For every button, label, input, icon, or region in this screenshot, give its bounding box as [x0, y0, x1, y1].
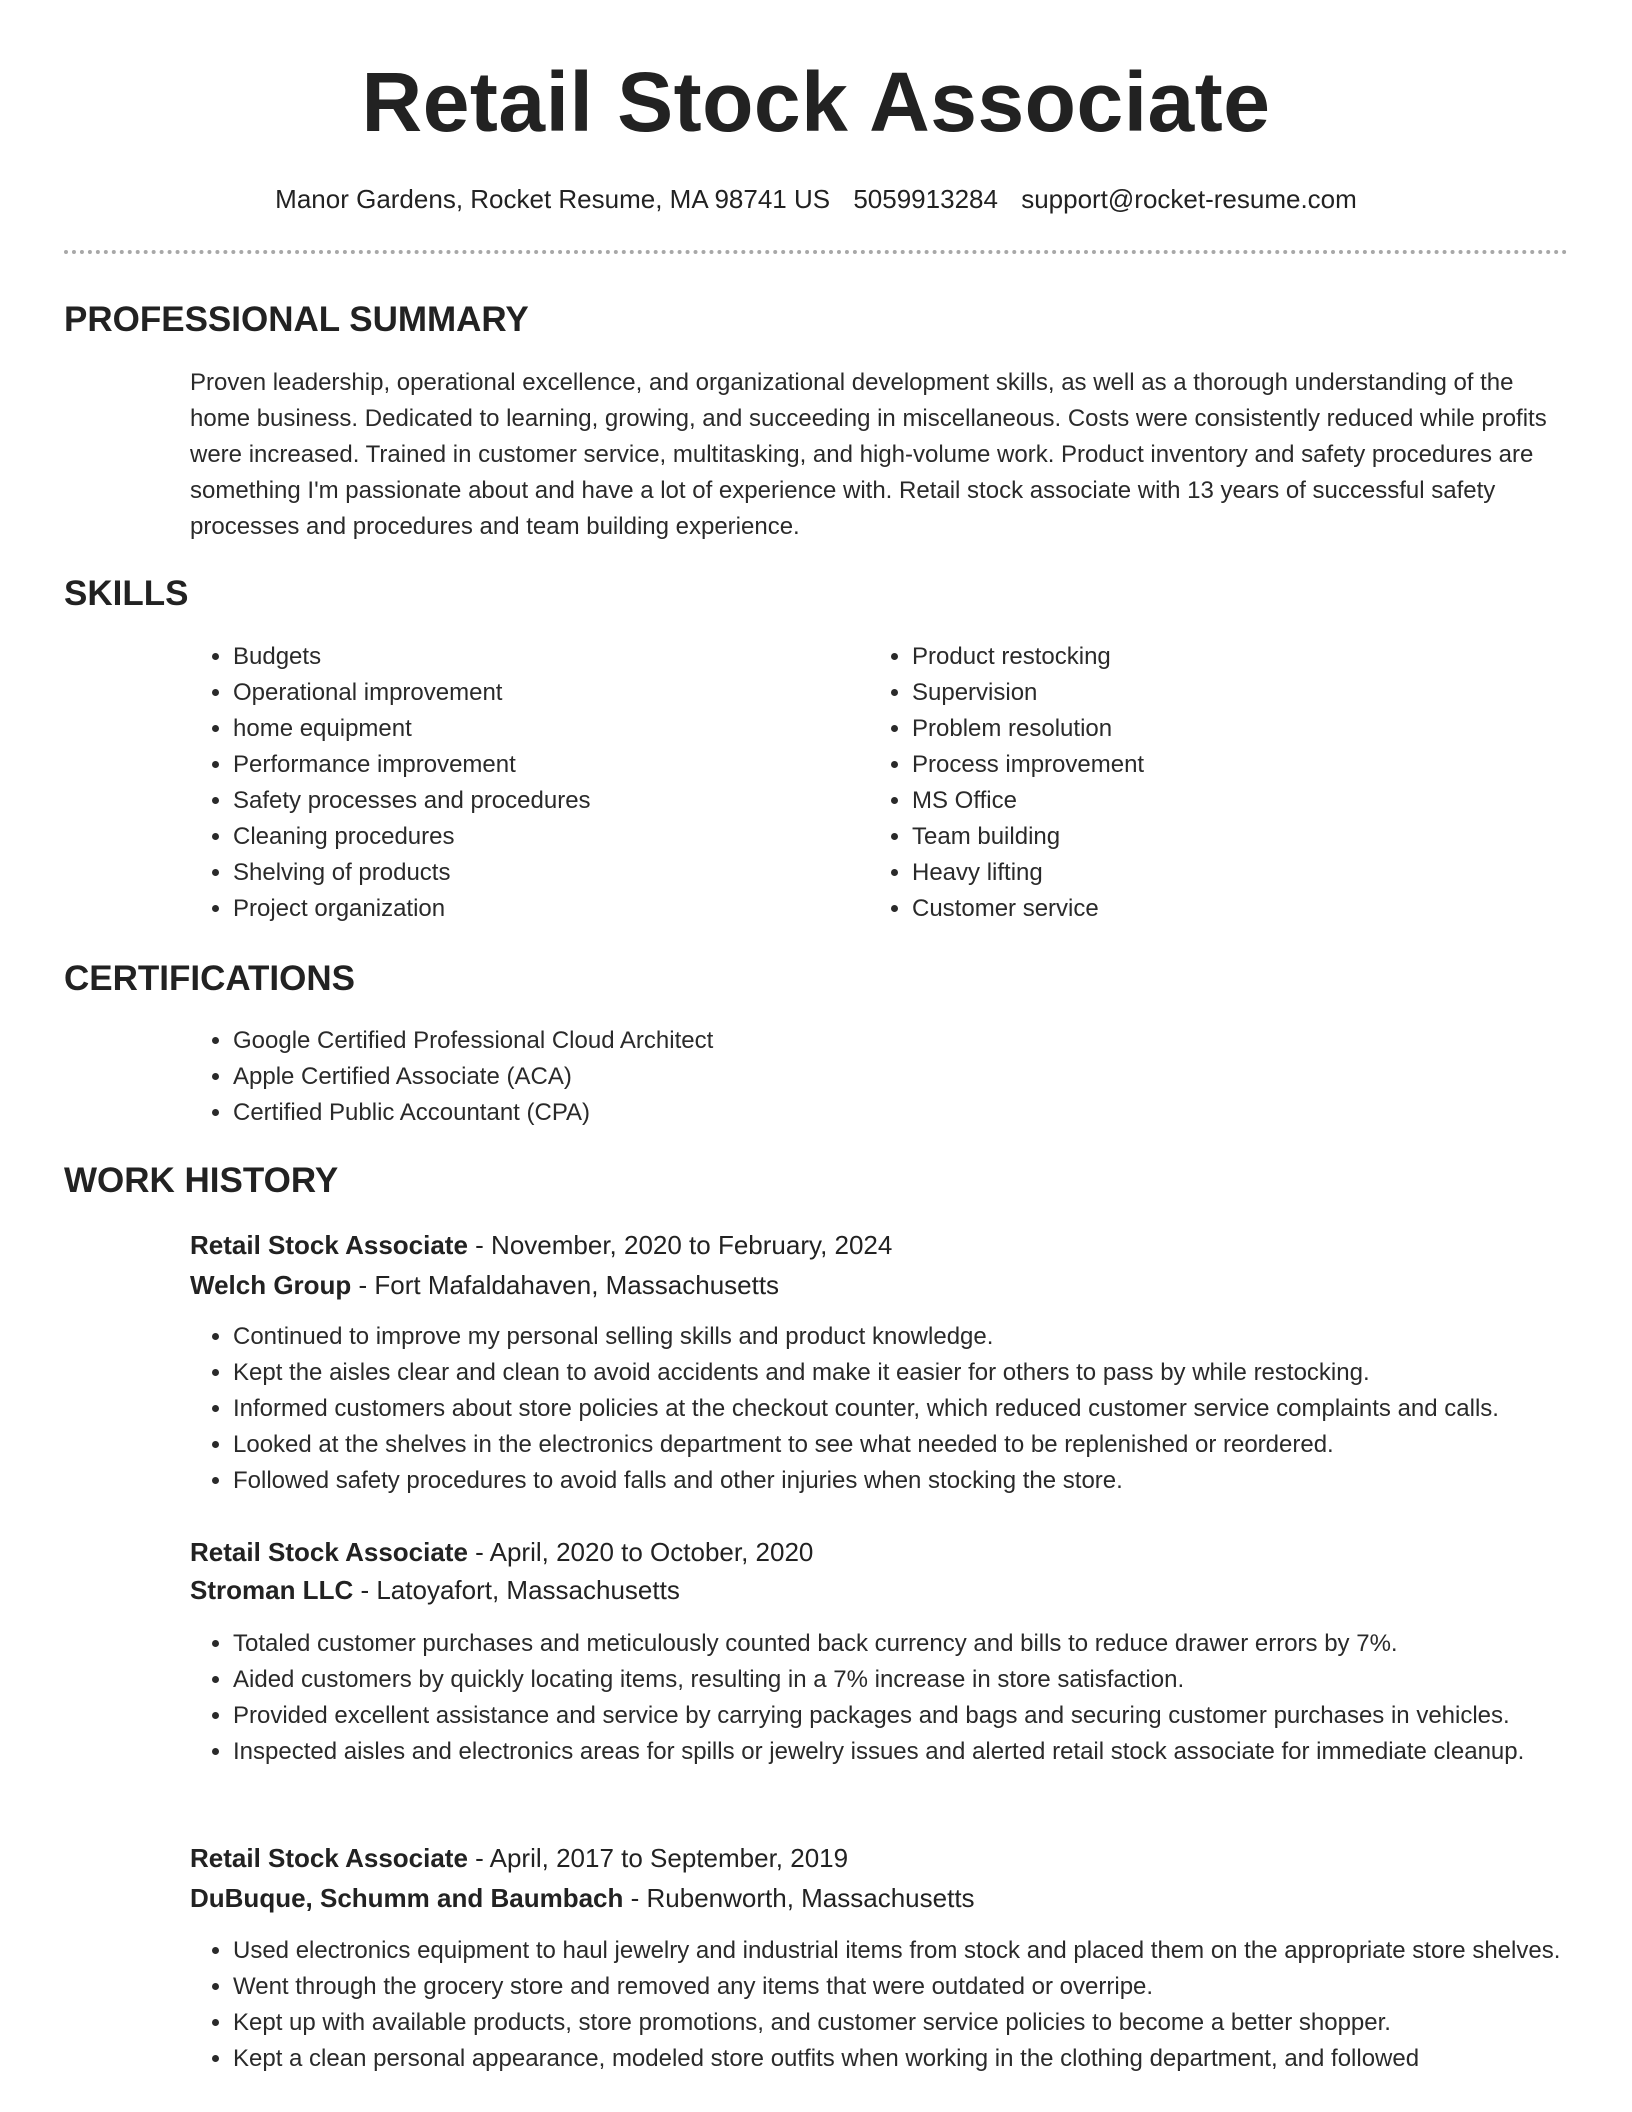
skill-item: • Operational improvement [233, 675, 833, 711]
certifications-list [189, 1023, 1233, 1131]
job-dates: - April, 2017 to September, 2019 [467, 1843, 849, 1873]
section-title-skills: SKILLS [64, 574, 189, 613]
job-bullet: • Used electronics equipment to haul jewelry and industrial items from stock and placed them on the appropriate store shelves. [233, 1933, 1613, 1969]
job-company: Welch Group [190, 1270, 352, 1300]
job-bullet: • Followed safety procedures to avoid falls and other injuries when stocking the store. [233, 1463, 1632, 1499]
job-bullet: • Kept up with available products, store promotions, and customer service policies to become a better shopper. [233, 2005, 1613, 2041]
job-bullet: • Looked at the shelves in the electronics department to see what needed to be replenished or reordered. [233, 1427, 1632, 1463]
job-location: - Fort Mafaldahaven, Massachusetts [351, 1270, 780, 1300]
skill-item: • Product restocking [912, 639, 1512, 675]
job-bullets [189, 1319, 1632, 1499]
skill-item: • Shelving of products [233, 855, 833, 891]
skill-item: • Safety processes and procedures [233, 783, 833, 819]
job-company: Stroman LLC [190, 1575, 354, 1605]
certification-item: • Apple Certified Associate (ACA) [233, 1059, 1233, 1095]
job-title-line [190, 1227, 892, 1263]
section-title-certifications: CERTIFICATIONS [64, 959, 356, 998]
job-title-line [190, 1534, 813, 1570]
job-bullet: • Aided customers by quickly locating items, resulting in a 7% increase in store satisfaction. [233, 1662, 1613, 1698]
contact-email: support@rocket-resume.com [1021, 184, 1357, 214]
job-bullet: • Kept a clean personal appearance, modeled store outfits when working in the clothing department, and followed [233, 2041, 1613, 2077]
job-title-line [190, 1840, 848, 1876]
certification-item: • Certified Public Accountant (CPA) [233, 1095, 1233, 1131]
job-bullet: • Totaled customer purchases and meticulously counted back currency and bills to reduce drawer errors by 7%. [233, 1626, 1613, 1662]
job-dates: - April, 2020 to October, 2020 [467, 1537, 814, 1567]
header-divider [64, 250, 1568, 254]
job-role: Retail Stock Associate [190, 1537, 468, 1567]
job-role: Retail Stock Associate [190, 1230, 468, 1260]
job-company-line [190, 1267, 779, 1303]
contact-info [0, 182, 1632, 216]
job-bullet: • Inspected aisles and electronics areas for spills or jewelry issues and alerted retail stock associate for immediate cleanup. [233, 1734, 1613, 1770]
job-company-line [190, 1572, 680, 1608]
skills-list-right [868, 639, 1512, 927]
certification-item: • Google Certified Professional Cloud Architect [233, 1023, 1233, 1059]
section-title-work-history: WORK HISTORY [64, 1161, 339, 1200]
skill-item: • Problem resolution [912, 711, 1512, 747]
job-location: - Rubenworth, Massachusetts [623, 1883, 975, 1913]
skill-item: • Customer service [912, 891, 1512, 927]
skill-item: • home equipment [233, 711, 833, 747]
contact-address: Manor Gardens, Rocket Resume, MA 98741 US [275, 184, 831, 214]
job-dates: - November, 2020 to February, 2024 [467, 1230, 893, 1260]
skill-item: • Supervision [912, 675, 1512, 711]
job-company-line [190, 1880, 975, 1916]
job-location: - Latoyafort, Massachusetts [353, 1575, 680, 1605]
skill-item: • Heavy lifting [912, 855, 1512, 891]
candidate-name: Retail Stock Associate [361, 55, 1271, 149]
job-bullets [189, 1626, 1613, 1770]
job-role: Retail Stock Associate [190, 1843, 468, 1873]
skill-item: • Team building [912, 819, 1512, 855]
skill-item: • Cleaning procedures [233, 819, 833, 855]
contact-phone: 5059913284 [853, 184, 998, 214]
skill-item: • Performance improvement [233, 747, 833, 783]
section-title-summary: PROFESSIONAL SUMMARY [64, 300, 529, 339]
job-bullets [189, 1933, 1613, 2077]
job-bullet: • Informed customers about store policies at the checkout counter, which reduced customer service complaints and calls. [233, 1391, 1632, 1427]
skill-item: • MS Office [912, 783, 1512, 819]
job-bullet: • Continued to improve my personal selling skills and product knowledge. [233, 1319, 1632, 1355]
skill-item: • Budgets [233, 639, 833, 675]
job-company: DuBuque, Schumm and Baumbach [190, 1883, 624, 1913]
job-bullet: • Went through the grocery store and removed any items that were outdated or overripe. [233, 1969, 1613, 2005]
skill-item: • Project organization [233, 891, 833, 927]
job-bullet: • Provided excellent assistance and service by carrying packages and bags and securing customer purchases in vehicles. [233, 1698, 1613, 1734]
summary-text: Proven leadership, operational excellence, and organizational development skills, as well as a thorough understanding of the home business. Dedicated to learning, growing, and succeeding in miscellaneous. Costs were consistently reduced while profits were increased. Trained in customer service, multitasking, and high-volume work. Product inventory and safety procedures are something I'm passionate about and have a lot of experience with. Retail stock associate with 13 years of successful safety processes and procedures and team building experience. [190, 369, 1547, 540]
job-bullet: • Kept the aisles clear and clean to avoid accidents and make it easier for others to pass by while restocking. [233, 1355, 1632, 1391]
skills-list-left [189, 639, 833, 927]
skill-item: • Process improvement [912, 747, 1512, 783]
